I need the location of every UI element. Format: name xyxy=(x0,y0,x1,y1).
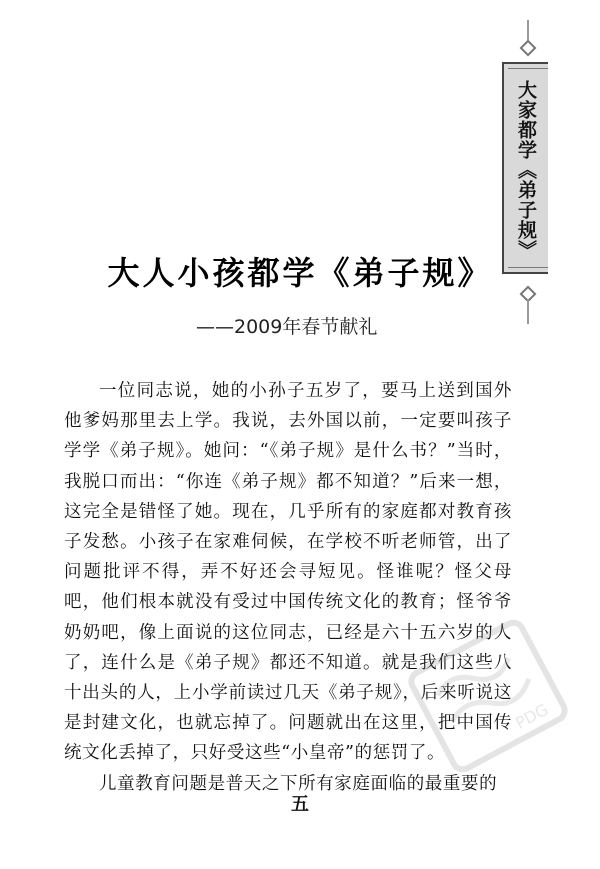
ornament-line-bottom xyxy=(527,300,529,324)
chapter-subtitle: ——2009年春节献礼 xyxy=(196,316,378,338)
watermark-seal xyxy=(404,612,572,780)
ornament-diamond-top xyxy=(520,40,537,57)
chapter-title: 大人小孩都学《弟子规》 xyxy=(107,254,493,292)
running-head: 大家都学《弟子规》 xyxy=(515,80,537,260)
paragraph: 一位同志说，她的小孙子五岁了，要马上送到国外他爹妈那里去上学。我说，去外国以前，一定要叫孩子学学《弟子规》。她问：“《弟子规》是什么书？”当时，我脱口而出：“你连《弟子规》都不知道？”后来一想，这完全是错怪了她。现在，几乎所有的家庭都对教育孩子发愁。小孩子在家难伺候，在学校不听老师管，出了问题批评不得，弄不好还会寻短见。怪谁呢？怪父母吧，他们根本就没有受过中国传统文化的教育；怪爷爷奶奶吧，像上面说的这位同志，已经是六十五六岁的人了，连什么是《弟子规》都还不知道。就是我们这些八十出头的人，上小学前读过几天《弟子规》，后来听说这是封建文化，也就忘掉了。问题就出在这里，把中国传统文化丢掉了，只好受这些“小皇帝”的惩罚了。 xyxy=(64,381,512,764)
paragraph: 儿童教育问题是普天之下所有家庭面临的最重要的 xyxy=(99,773,498,794)
watermark-text: PDG xyxy=(512,699,552,733)
page-number: 五 xyxy=(291,794,309,815)
